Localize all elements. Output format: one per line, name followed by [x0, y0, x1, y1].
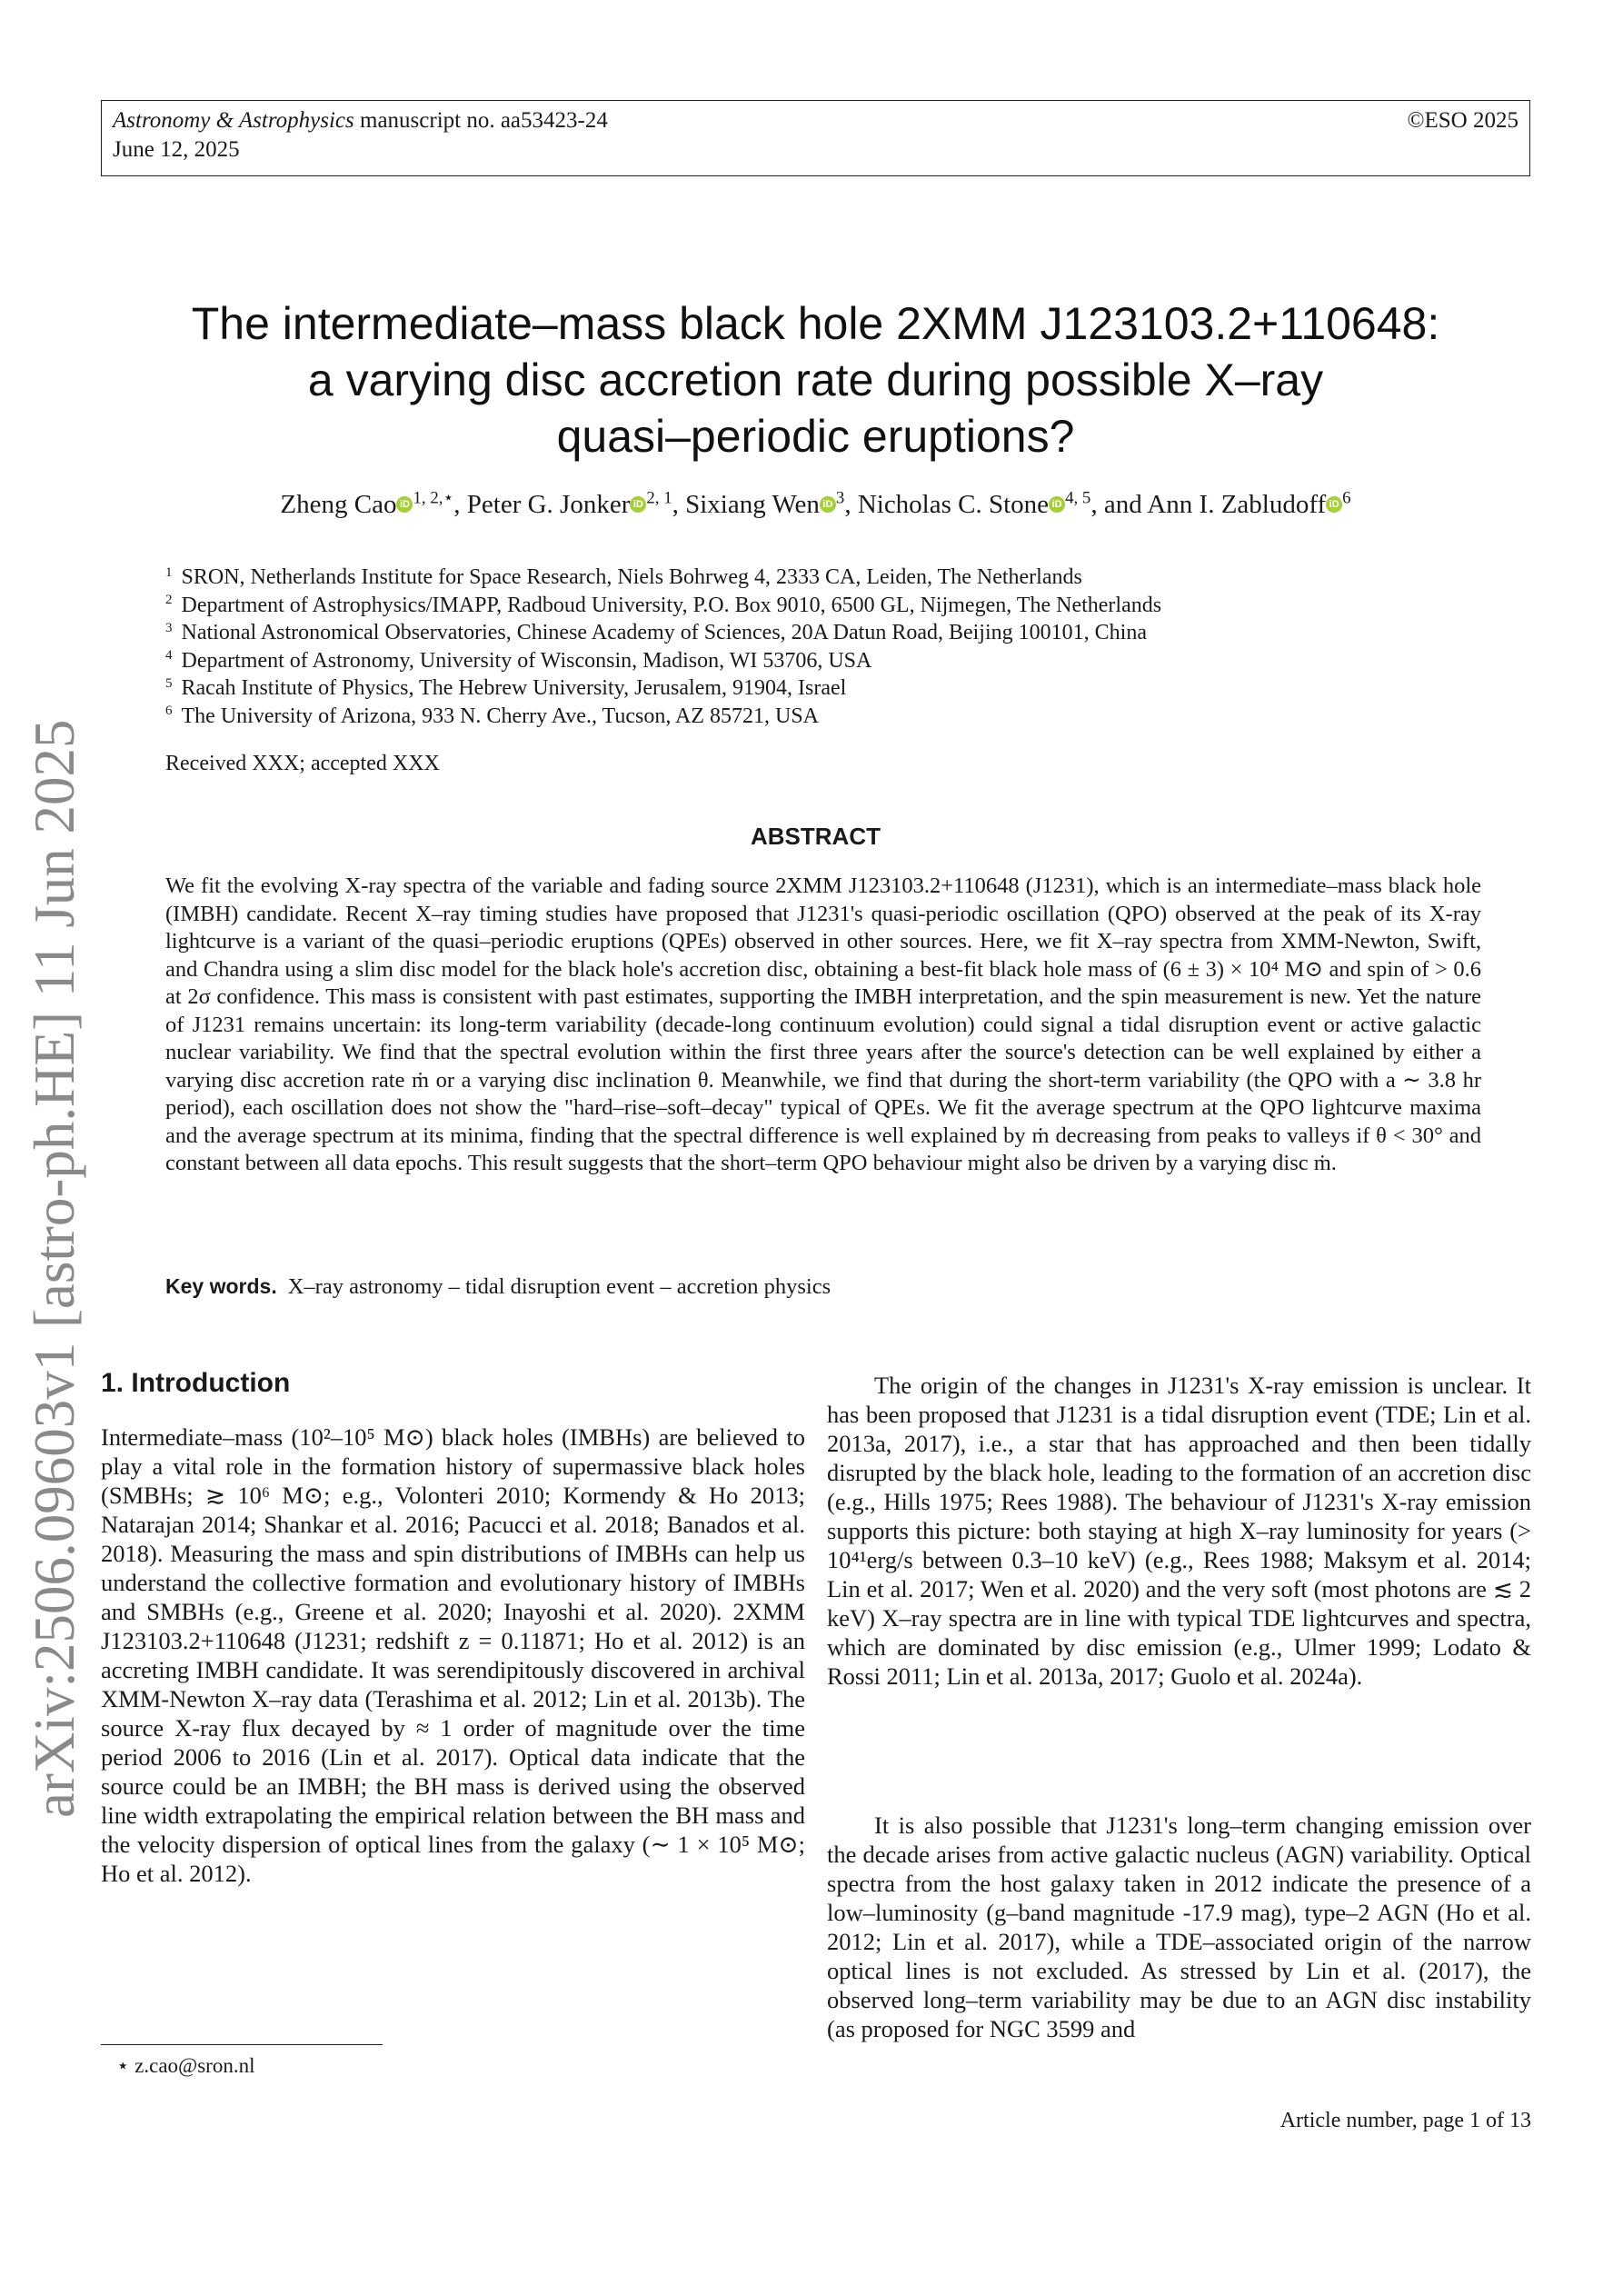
author-name: Nicholas C. Stone: [857, 490, 1050, 519]
journal-name: Astronomy & Astrophysics: [113, 108, 354, 133]
affiliation-number: 4: [165, 648, 173, 664]
affiliation: [165, 703, 1161, 731]
title-line: The intermediate–mass black hole 2XMM J123103.2+110648:: [191, 298, 1440, 349]
manuscript-date: June 12, 2025: [113, 137, 240, 162]
affiliation-text: National Astronomical Observatories, Chinese Academy of Sciences, 20A Datun Road, Beijing 100101, China: [181, 621, 1147, 644]
orcid-icon[interactable]: iD: [1049, 496, 1065, 513]
title-line: quasi–periodic eruptions?: [556, 411, 1075, 462]
author-separator: ,: [672, 490, 686, 519]
affiliation-text: Racah Institute of Physics, The Hebrew University, Jerusalem, 91904, Israel: [181, 676, 847, 700]
affiliation-number: 6: [165, 704, 173, 719]
affiliation-list: [165, 564, 1161, 730]
author-and: , and: [1090, 490, 1148, 519]
intro-paragraph: It is also possible that J1231's long–term changing emission over the decade arises from active galactic nucleus (AGN) variability. Optical spectra from the host galaxy taken in 2012 indicate the presence of a low–luminosity (g–band magnitude -17.9 mag), type–2 AGN (Ho et al. 2012; Lin et al. 2017), while a TDE–associated origin of the narrow optical lines is not excluded. As stressed by Lin et al. (2017), the observed long–term variability may be due to an AGN disc instability (as proposed for NGC 3599 and: [827, 1812, 1531, 2042]
orcid-icon[interactable]: iD: [820, 496, 836, 513]
affiliation-text: SRON, Netherlands Institute for Space Research, Niels Bohrweg 4, 2333 CA, Leiden, The Netherlands: [181, 565, 1082, 589]
author-affil-marks: 2, 1: [646, 488, 672, 508]
orcid-icon[interactable]: iD: [630, 496, 646, 513]
title-line: a varying disc accretion rate during possible X–ray: [307, 354, 1324, 405]
affiliation: [165, 592, 1161, 620]
copyright: ©ESO 2025: [1407, 108, 1518, 133]
affiliation: [165, 674, 1161, 703]
intro-paragraph: Intermediate–mass (10²–10⁵ M⊙) black holes (IMBHs) are believed to play a vital role in the formation history of supermassive black holes (SMBHs; ≳ 10⁶ M⊙; e.g., Volonteri 2010; Kormendy & Ho 2013; Natarajan 2014; Shankar et al. 2016; Pacucci et al. 2018; Banados et al. 2018). Measuring the mass and spin distributions of IMBHs can help us understand the collective formation and evolutionary history of IMBHs and SMBHs (e.g., Greene et al. 2020; Inayoshi et al. 2020). 2XMM J123103.2+110648 (J1231; redshift z = 0.11871; Ho et al. 2012) is an accreting IMBH candidate. It was serendipitously discovered in archival XMM-Newton X–ray data (Terashima et al. 2012; Lin et al. 2013b). The source X-ray flux decayed by ≈ 1 order of magnitude over the time period 2006 to 2016 (Lin et al. 2017). Optical data indicate that the source could be an IMBH; the BH mass is derived using the observed line width extrapolating the empirical relation between the BH mass and the velocity dispersion of optical lines from the galaxy (∼ 1 × 10⁵ M⊙; Ho et al. 2012).: [101, 1423, 805, 1887]
orcid-icon[interactable]: iD: [1326, 496, 1342, 513]
intro-paragraph: The origin of the changes in J1231's X-ray emission is unclear. It has been proposed that J1231 is a tidal disruption event (TDE; Lin et al. 2013a, 2017), i.e., a star that has approached and then been tidally disrupted by the black hole, leading to the formation of an accretion disc (e.g., Hills 1975; Rees 1988). The behaviour of J1231's X-ray emission supports this picture: both staying at high X–ray luminosity for years (> 10⁴¹erg/s between 0.3–10 keV) (e.g., Rees 1988; Maksym et al. 2014; Lin et al. 2017; Wen et al. 2020) and the very soft (most photons are ≲ 2 keV) X–ray spectra are in line with typical TDE lightcurves and spectra, which are dominated by disc emission (e.g., Ulmer 1999; Lodato & Rossi 2011; Lin et al. 2013a, 2017; Guolo et al. 2024a).: [827, 1372, 1531, 1690]
page-footer: Article number, page 1 of 13: [1279, 2109, 1531, 2132]
keywords-text: X–ray astronomy – tidal disruption event – accretion physics: [287, 1274, 831, 1299]
journal-line: [113, 107, 608, 135]
author-name: Zheng Cao: [280, 490, 397, 519]
affiliation-number: 2: [165, 593, 173, 608]
section-heading: 1. Introduction: [101, 1368, 291, 1398]
author-affil-marks: 3: [835, 488, 845, 508]
affiliation-number: 3: [165, 620, 173, 635]
paper-title: [100, 295, 1531, 464]
author-list: [100, 486, 1531, 523]
author-affil-marks: 1, 2,⋆: [413, 488, 454, 508]
orcid-icon[interactable]: iD: [396, 496, 413, 513]
received-line: Received XXX; accepted XXX: [165, 752, 440, 775]
manuscript-number: manuscript no. aa53423-24: [360, 108, 608, 133]
author-separator: ,: [844, 490, 858, 519]
author-name: Sixiang Wen: [685, 490, 820, 519]
footnote: ⋆ z.cao@sron.nl: [116, 2054, 255, 2077]
author-affil-marks: 4, 5: [1065, 488, 1091, 508]
affiliation-text: Department of Astronomy, University of Wisconsin, Madison, WI 53706, USA: [181, 648, 872, 673]
author-separator: ,: [453, 490, 467, 519]
affiliation: [165, 619, 1161, 647]
affiliation-text: Department of Astrophysics/IMAPP, Radboud University, P.O. Box 9010, 6500 GL, Nijmegen, The Netherlands: [181, 593, 1162, 617]
affiliation: [165, 564, 1161, 592]
author-name: Peter G. Jonker: [466, 490, 631, 519]
affiliation-number: 5: [165, 675, 173, 691]
affiliation: [165, 647, 1161, 675]
keywords-label: Key words.: [165, 1274, 277, 1298]
abstract-heading: ABSTRACT: [751, 823, 881, 850]
author-name: Ann I. Zabludoff: [1147, 490, 1327, 519]
affiliation-text: The University of Arizona, 933 N. Cherry Ave., Tucson, AZ 85721, USA: [181, 704, 820, 728]
keywords-line: [165, 1274, 831, 1300]
footnote-rule: [101, 2044, 383, 2045]
affiliation-number: 1: [165, 564, 173, 580]
author-affil-marks: 6: [1342, 488, 1351, 508]
arxiv-stamp: arXiv:2506.09603v1 [astro-ph.HE] 11 Jun 2025: [23, 719, 86, 1818]
abstract-text: We fit the evolving X-ray spectra of the variable and fading source 2XMM J123103.2+110648 (J1231), which is an intermediate–mass black hole (IMBH) candidate. Recent X–ray timing studies have proposed that J1231's quasi-periodic oscillation (QPO) observed at the peak of its X-ray lightcurve is a variant of the quasi–periodic eruptions (QPEs) observed in other sources. Here, we fit X–ray spectra from XMM-Newton, Swift, and Chandra using a slim disc model for the black hole's accretion disc, obtaining a best-fit black hole mass of (6 ± 3) × 10⁴ M⊙ and spin of > 0.6 at 2σ confidence. This mass is consistent with past estimates, supporting the IMBH interpretation, and the spin measurement is new. Yet the nature of J1231 remains uncertain: its long-term variability (decade-long continuum evolution) could signal a tidal disruption event or active galactic nuclear variability. We find that the spectral evolution within the first three years after the source's detection can be well explained by either a varying disc accretion rate ṁ or a varying disc inclination θ. Meanwhile, we find that during the short-term variability (the QPO with a ∼ 3.8 hr period), each oscillation does not show the "hard–rise–soft–decay" typical of QPEs. We fit the average spectrum at the QPO lightcurve maxima and the average spectrum at its minima, finding that the spectral difference is well explained by ṁ decreasing from peaks to valleys if θ < 30° and constant between all data epochs. This result suggests that the short–term QPO behaviour might also be driven by a varying disc ṁ.: [165, 873, 1481, 1175]
